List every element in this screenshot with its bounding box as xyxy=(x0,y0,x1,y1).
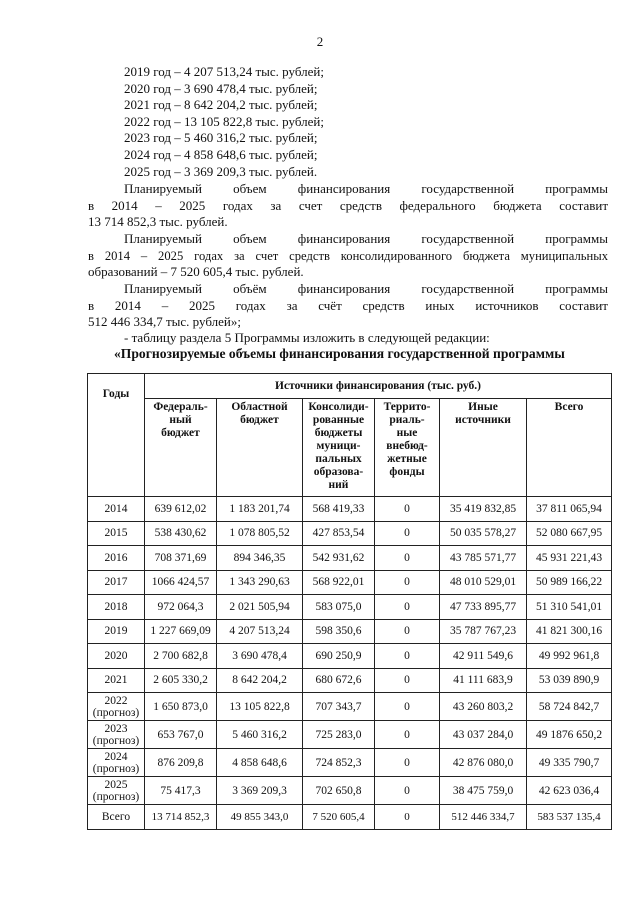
other-cell: 48 010 529,01 xyxy=(440,570,527,595)
other-cell: 35 787 767,23 xyxy=(440,619,527,644)
federal-cell: 639 612,02 xyxy=(145,497,217,522)
other-cell: 42 876 080,0 xyxy=(440,749,527,777)
federal-cell: 1066 424,57 xyxy=(145,570,217,595)
year-cell: 2015 xyxy=(88,521,145,546)
header-municipal-budgets xyxy=(303,399,375,497)
municipal-cell: 690 250,9 xyxy=(303,644,375,669)
municipal-budget-paragraph xyxy=(88,231,608,281)
federal-cell: 1 227 669,09 xyxy=(145,619,217,644)
regional-cell: 49 855 343,0 xyxy=(217,805,303,830)
municipal-cell: 680 672,6 xyxy=(303,668,375,693)
table-row xyxy=(88,497,612,522)
municipal-cell: 707 343,7 xyxy=(303,693,375,721)
regional-cell: 3 690 478,4 xyxy=(217,644,303,669)
federal-cell: 1 650 873,0 xyxy=(145,693,217,721)
total-cell: 45 931 221,43 xyxy=(527,546,612,571)
funding-line: 2022 год – 13 105 822,8 тыс. рублей; xyxy=(124,113,324,129)
federal-cell: 876 209,8 xyxy=(145,749,217,777)
table-row xyxy=(88,595,612,620)
funding-line: 2025 год – 3 369 209,3 тыс. рублей. xyxy=(124,163,318,179)
other-sources-paragraph xyxy=(88,281,608,331)
column-label: Федераль- ный бюджет xyxy=(153,401,208,439)
paragraph-line: в 2014 – 2025 годах за счёт средств иных источников составит xyxy=(88,297,608,313)
year-cell: 2025 (прогноз) xyxy=(88,777,145,805)
year-cell: 2023 (прогноз) xyxy=(88,721,145,749)
total-cell: 53 039 890,9 xyxy=(527,668,612,693)
municipal-cell: 724 852,3 xyxy=(303,749,375,777)
table-row xyxy=(88,749,612,777)
total-cell: 50 989 166,22 xyxy=(527,570,612,595)
paragraph-line: образований – 7 520 605,4 тыс. рублей. xyxy=(88,264,304,280)
table-instruction xyxy=(88,330,608,347)
table-row xyxy=(88,693,612,721)
other-cell: 43 260 803,2 xyxy=(440,693,527,721)
other-cell: 35 419 832,85 xyxy=(440,497,527,522)
regional-cell: 1 183 201,74 xyxy=(217,497,303,522)
funds-cell: 0 xyxy=(375,805,440,830)
other-cell: 43 037 284,0 xyxy=(440,721,527,749)
table-row xyxy=(88,546,612,571)
federal-budget-paragraph xyxy=(88,181,608,231)
page-number: 2 xyxy=(316,34,324,49)
funding-line: 2020 год – 3 690 478,4 тыс. рублей; xyxy=(124,80,318,96)
funding-line: 2019 год – 4 207 513,24 тыс. рублей; xyxy=(124,64,324,79)
federal-cell: 2 605 330,2 xyxy=(145,668,217,693)
funding-line: 2021 год – 8 642 204,2 тыс. рублей; xyxy=(124,97,318,113)
year-cell: 2016 xyxy=(88,546,145,571)
header-total xyxy=(527,399,612,497)
funds-cell: 0 xyxy=(375,546,440,571)
financing-table xyxy=(87,373,612,830)
total-cell: 58 724 842,7 xyxy=(527,693,612,721)
funds-cell: 0 xyxy=(375,777,440,805)
funds-cell: 0 xyxy=(375,595,440,620)
table-row xyxy=(88,619,612,644)
total-cell: 52 080 667,95 xyxy=(527,521,612,546)
header-years: Годы xyxy=(88,374,145,497)
table-row xyxy=(88,721,612,749)
total-cell: 41 821 300,16 xyxy=(527,619,612,644)
header-federal-budget xyxy=(145,399,217,497)
table-row xyxy=(88,668,612,693)
year-cell: 2024 (прогноз) xyxy=(88,749,145,777)
column-label: Консолиди- рованные бюджеты муници- пальных образова- ний xyxy=(308,401,369,491)
total-cell: 49 335 790,7 xyxy=(527,749,612,777)
table-title: «Прогнозируемые объемы финансирования государственной программы xyxy=(114,346,565,361)
year-cell: 2014 xyxy=(88,497,145,522)
paragraph-line: Планируемый объем финансирования государственной программы xyxy=(124,231,608,246)
municipal-cell: 598 350,6 xyxy=(303,619,375,644)
federal-cell: 75 417,3 xyxy=(145,777,217,805)
regional-cell: 1 078 805,52 xyxy=(217,521,303,546)
table-row xyxy=(88,521,612,546)
municipal-cell: 568 922,01 xyxy=(303,570,375,595)
other-cell: 47 733 895,77 xyxy=(440,595,527,620)
regional-cell: 3 369 209,3 xyxy=(217,777,303,805)
regional-funding-by-year xyxy=(124,64,324,180)
total-cell: 49 992 961,8 xyxy=(527,644,612,669)
total-cell: 37 811 065,94 xyxy=(527,497,612,522)
funds-cell: 0 xyxy=(375,570,440,595)
instruction-text: - таблицу раздела 5 Программы изложить в следующей редакции: xyxy=(124,330,490,345)
header-financing-sources: Источники финансирования (тыс. руб.) xyxy=(145,374,612,399)
paragraph-line: в 2014 – 2025 годах за счет средств федерального бюджета составит xyxy=(88,197,608,213)
regional-cell: 2 021 505,94 xyxy=(217,595,303,620)
regional-cell: 4 207 513,24 xyxy=(217,619,303,644)
other-cell: 41 111 683,9 xyxy=(440,668,527,693)
federal-cell: 13 714 852,3 xyxy=(145,805,217,830)
municipal-cell: 568 419,33 xyxy=(303,497,375,522)
regional-cell: 13 105 822,8 xyxy=(217,693,303,721)
column-label: Иные источники xyxy=(455,401,511,426)
other-cell: 38 475 759,0 xyxy=(440,777,527,805)
table-row xyxy=(88,644,612,669)
federal-cell: 2 700 682,8 xyxy=(145,644,217,669)
federal-cell: 653 767,0 xyxy=(145,721,217,749)
table-body xyxy=(88,497,612,830)
funds-cell: 0 xyxy=(375,749,440,777)
municipal-cell: 583 075,0 xyxy=(303,595,375,620)
paragraph-line: в 2014 – 2025 годах за счет средств консолидированного бюджета муниципальных xyxy=(88,248,608,263)
funds-cell: 0 xyxy=(375,693,440,721)
year-cell: 2017 xyxy=(88,570,145,595)
paragraph-line: Планируемый объём финансирования государственной программы xyxy=(124,281,608,296)
other-cell: 50 035 578,27 xyxy=(440,521,527,546)
funds-cell: 0 xyxy=(375,668,440,693)
regional-cell: 5 460 316,2 xyxy=(217,721,303,749)
paragraph-line: 512 446 334,7 тыс. рублей»; xyxy=(88,314,241,330)
column-label: Террито- риаль- ные внебюд- жетные фонды xyxy=(383,401,431,478)
funding-line: 2024 год – 4 858 648,6 тыс. рублей; xyxy=(124,146,318,162)
regional-cell: 1 343 290,63 xyxy=(217,570,303,595)
header-other-sources xyxy=(440,399,527,497)
funds-cell: 0 xyxy=(375,721,440,749)
other-cell: 43 785 571,77 xyxy=(440,546,527,571)
federal-cell: 708 371,69 xyxy=(145,546,217,571)
year-cell: 2021 xyxy=(88,668,145,693)
funds-cell: 0 xyxy=(375,497,440,522)
municipal-cell: 7 520 605,4 xyxy=(303,805,375,830)
other-cell: 512 446 334,7 xyxy=(440,805,527,830)
regional-cell: 894 346,35 xyxy=(217,546,303,571)
municipal-cell: 427 853,54 xyxy=(303,521,375,546)
table-row xyxy=(88,805,612,830)
regional-cell: 8 642 204,2 xyxy=(217,668,303,693)
total-cell: 49 1876 650,2 xyxy=(527,721,612,749)
funding-line: 2023 год – 5 460 316,2 тыс. рублей; xyxy=(124,130,318,146)
table-row xyxy=(88,570,612,595)
federal-cell: 972 064,3 xyxy=(145,595,217,620)
municipal-cell: 725 283,0 xyxy=(303,721,375,749)
other-cell: 42 911 549,6 xyxy=(440,644,527,669)
year-cell: 2018 xyxy=(88,595,145,620)
year-cell: Всего xyxy=(88,805,145,830)
funds-cell: 0 xyxy=(375,644,440,669)
paragraph-line: Планируемый объем финансирования государственной программы xyxy=(124,181,608,196)
column-label: Всего xyxy=(554,401,584,413)
total-cell: 42 623 036,4 xyxy=(527,777,612,805)
year-cell: 2019 xyxy=(88,619,145,644)
funds-cell: 0 xyxy=(375,521,440,546)
municipal-cell: 702 650,8 xyxy=(303,777,375,805)
year-cell: 2020 xyxy=(88,644,145,669)
municipal-cell: 542 931,62 xyxy=(303,546,375,571)
table-row xyxy=(88,777,612,805)
column-label: Областной бюджет xyxy=(231,401,288,426)
regional-cell: 4 858 648,6 xyxy=(217,749,303,777)
year-cell: 2022 (прогноз) xyxy=(88,693,145,721)
total-cell: 51 310 541,01 xyxy=(527,595,612,620)
total-cell: 583 537 135,4 xyxy=(527,805,612,830)
paragraph-line: 13 714 852,3 тыс. рублей. xyxy=(88,214,228,230)
federal-cell: 538 430,62 xyxy=(145,521,217,546)
header-territorial-funds xyxy=(375,399,440,497)
header-regional-budget xyxy=(217,399,303,497)
funds-cell: 0 xyxy=(375,619,440,644)
